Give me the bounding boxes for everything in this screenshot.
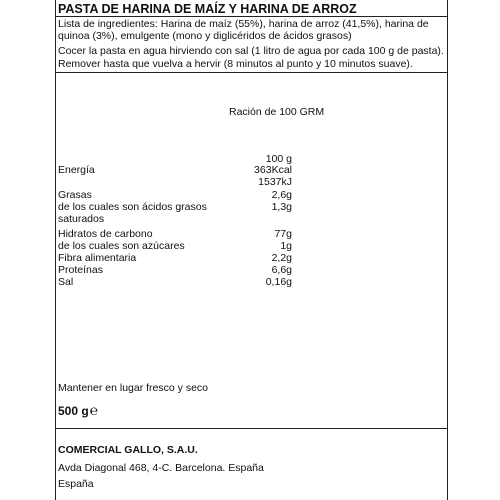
energy-kj: 1537kJ	[258, 176, 292, 188]
nutrient-value: 2,6g	[271, 189, 292, 201]
portion-header: Ración de 100 GRM	[229, 106, 325, 118]
company-country: España	[58, 478, 94, 490]
net-weight-value: 500 g	[58, 404, 89, 418]
nutrient-label: Grasas	[58, 189, 92, 201]
nutrient-label: Fibra alimentaria	[58, 252, 137, 264]
instructions-divider	[55, 72, 447, 73]
nutrient-value: 1,3g	[271, 201, 292, 213]
energy-kcal: 363Kcal	[254, 164, 292, 176]
company-name: COMERCIAL GALLO, S.A.U.	[58, 444, 198, 456]
storage-instructions: Mantener en lugar fresco y seco	[58, 382, 208, 394]
nutrient-label: Sal	[58, 276, 74, 288]
company-address: Avda Diagonal 468, 4-C. Barcelona. España	[58, 462, 264, 474]
nutrient-value: 1g	[280, 240, 292, 252]
nutrient-value: 6,6g	[271, 264, 292, 276]
estimated-sign-icon: ℮	[89, 402, 99, 418]
energy-label: Energía	[58, 164, 95, 176]
title-divider	[55, 16, 447, 17]
net-weight	[58, 404, 98, 417]
company-divider	[55, 428, 447, 429]
ingredients-text: Lista de ingredientes: Harina de maíz (55%), harina de arroz (41,5%), harina de quinoa (3%), emulgente (mono y diglicéridos de ácidos grasos)	[58, 18, 429, 42]
nutrient-value: 0,16g	[265, 276, 292, 288]
product-title: PASTA DE HARINA DE MAÍZ Y HARINA DE ARROZ	[58, 2, 357, 16]
nutrient-label: saturados	[58, 213, 105, 225]
nutrient-label: Proteínas	[58, 264, 103, 276]
cooking-instruction-1: Cocer la pasta en agua hirviendo con sal (1 litro de agua por cada 100 g de pasta).	[58, 45, 444, 57]
nutrient-label: de los cuales son ácidos grasos	[58, 201, 207, 213]
nutrient-value: 2,2g	[271, 252, 292, 264]
nutrient-label: Hidratos de carbono	[58, 228, 153, 240]
nutrient-value: 77g	[274, 228, 292, 240]
cooking-instruction-2: Remover hasta que vuelva a hervir (8 minutos al punto y 10 minutos suave).	[58, 58, 413, 70]
portion-value: 100 g	[265, 153, 292, 165]
nutrient-label: de los cuales son azúcares	[58, 240, 185, 252]
